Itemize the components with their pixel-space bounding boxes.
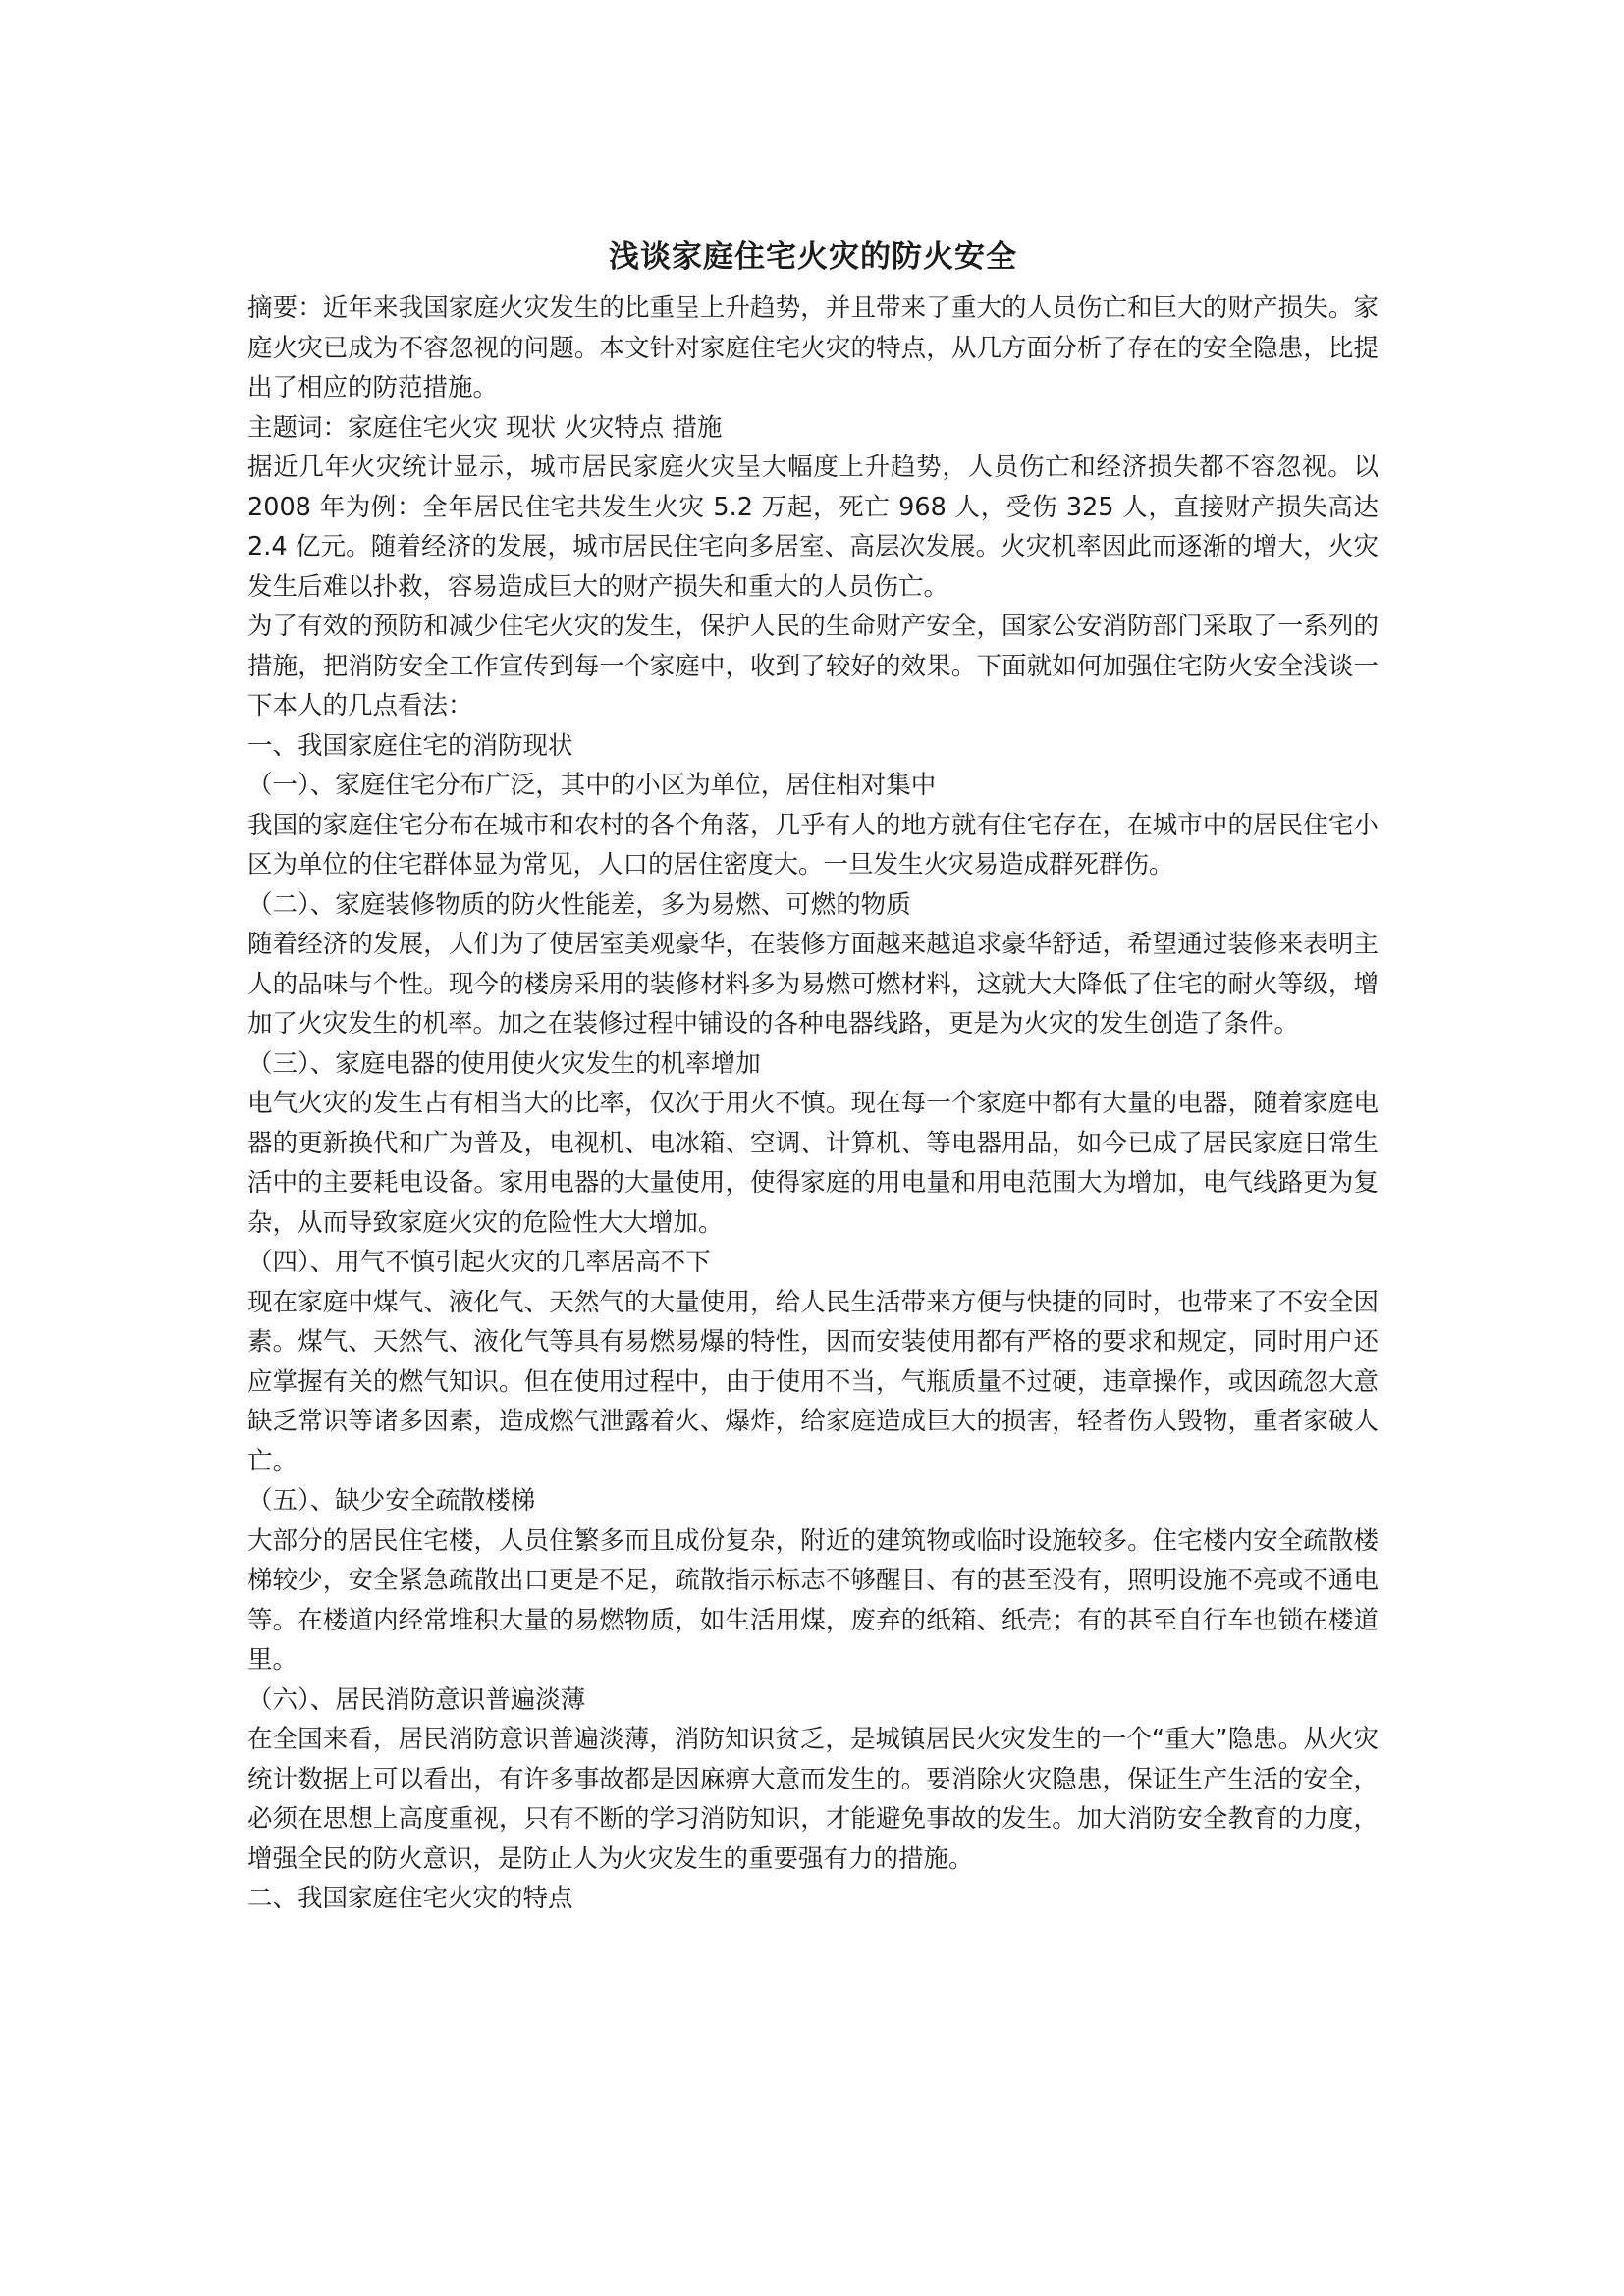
subsection-heading: （六）、居民消防意识普遍淡薄 bbox=[247, 1684, 586, 1715]
paragraph: 我国的家庭住宅分布在城市和农村的各个角落，几乎有人的地方就有住宅存在，在城市中的居民住宅小区为单位的住宅群体显为常见，人口的居住密度大。一旦发生火灾易造成群死群伤。 bbox=[247, 810, 1379, 880]
subsection-heading: （四）、用气不慎引起火灾的几率居高不下 bbox=[247, 1248, 711, 1277]
section-heading: 一、我国家庭住宅的消防现状 bbox=[247, 730, 573, 761]
paragraph: 在全国来看，居民消防意识普遍淡薄，消防知识贫乏，是城镇居民火灾发生的一个“重大”隐患。从火灾统计数据上可以看出，有许多事故都是因麻痹大意而发生的。要消除火灾隐患，保证生产生活的安全，必须在思想上高度重视，只有不断的学习消防知识，才能避免事故的发生。加大消防安全教育的力度，增强全民的防火意识，是防止人为火灾发生的重要强有力的措施。 bbox=[247, 1725, 1379, 1874]
paragraph: 主题词：家庭住宅火灾 现状 火灾特点 措施 bbox=[247, 412, 723, 443]
subsection-heading: （五）、缺少安全疏散楼梯 bbox=[247, 1486, 536, 1516]
document-title: 浅谈家庭住宅火灾的防火安全 bbox=[609, 240, 1017, 275]
subsection-heading: （一）、家庭住宅分布广泛，其中的小区为单位，居住相对集中 bbox=[247, 771, 937, 800]
section-heading: 二、我国家庭住宅火灾的特点 bbox=[247, 1884, 573, 1913]
paragraph: 大部分的居民住宅楼，人员住繁多而且成份复杂，附近的建筑物或临时设施较多。住宅楼内安全疏散楼梯较少，安全紧急疏散出口更是不足，疏散指示标志不够醒目、有的甚至没有，照明设施不亮或不通电等。在楼道内经常堆积大量的易燃物质，如生活用煤，废弃的纸箱、纸壳；有的甚至自行车也锁在楼道里。 bbox=[247, 1525, 1379, 1675]
subsection-heading: （三）、家庭电器的使用使火灾发生的机率增加 bbox=[247, 1048, 761, 1079]
subsection-heading: （二）、家庭装修物质的防火性能差，多为易燃、可燃的物质 bbox=[247, 889, 911, 920]
paragraph: 随着经济的发展，人们为了使居室美观豪华，在装修方面越来越追求豪华舒适，希望通过装修来表明主人的品味与个性。现今的楼房采用的装修材料多为易燃可燃材料，这就大大降低了住宅的耐火等级，增加了火灾发生的机率。加之在装修过程中铺设的各种电器线路，更是为火灾的发生创造了条件。 bbox=[247, 930, 1379, 1039]
paragraph: 现在家庭中煤气、液化气、天然气的大量使用，给人民生活带来方便与快捷的同时，也带来了不安全因素。煤气、天然气、液化气等具有易燃易爆的特性，因而安装使用都有严格的要求和规定，同时用户还应掌握有关的燃气知识。但在使用过程中，由于使用不当，气瓶质量不过硬，违章操作，或因疏忽大意缺乏常识等诸多因素，造成燃气泄露着火、爆炸，给家庭造成巨大的损害，轻者伤人毁物，重者家破人亡。 bbox=[247, 1287, 1379, 1476]
paragraph: 为了有效的预防和减少住宅火灾的发生，保护人民的生命财产安全，国家公安消防部门采取了一系列的措施，把消防安全工作宣传到每一个家庭中，收到了较好的效果。下面就如何加强住宅防火安全浅谈一下本人的几点看法： bbox=[247, 612, 1379, 721]
paragraph: 摘要：近年来我国家庭火灾发生的比重呈上升趋势，并且带来了重大的人员伤亡和巨大的财产损失。家庭火灾已成为不容忽视的问题。本文针对家庭住宅火灾的特点，从几方面分析了存在的安全隐患，比提出了相应的防范措施。 bbox=[247, 294, 1379, 402]
paragraph: 据近几年火灾统计显示，城市居民家庭火灾呈大幅度上升趋势，人员伤亡和经济损失都不容忽视。以 2008 年为例：全年居民住宅共发生火灾 5.2 万起，死亡 968 人，受伤 325 人，直接财产损失高达 2.4 亿元。随着经济的发展，城市居民住宅向多居室、高层次发展。火灾机率因此而逐渐的增大，火灾发生后难以扑救，容易造成巨大的财产损失和重大的人员伤亡。 bbox=[247, 453, 1379, 602]
paragraph: 电气火灾的发生占有相当大的比率，仅次于用火不慎。现在每一个家庭中都有大量的电器，随着家庭电器的更新换代和广为普及，电视机、电冰箱、空调、计算机、等电器用品，如今已成了居民家庭日常生活中的主要耗电设备。家用电器的大量使用，使得家庭的用电量和用电范围大为增加，电气线路更为复杂，从而导致家庭火灾的危险性大大增加。 bbox=[247, 1089, 1379, 1238]
document-body bbox=[247, 236, 1379, 1919]
document-blocks bbox=[247, 289, 1379, 1919]
